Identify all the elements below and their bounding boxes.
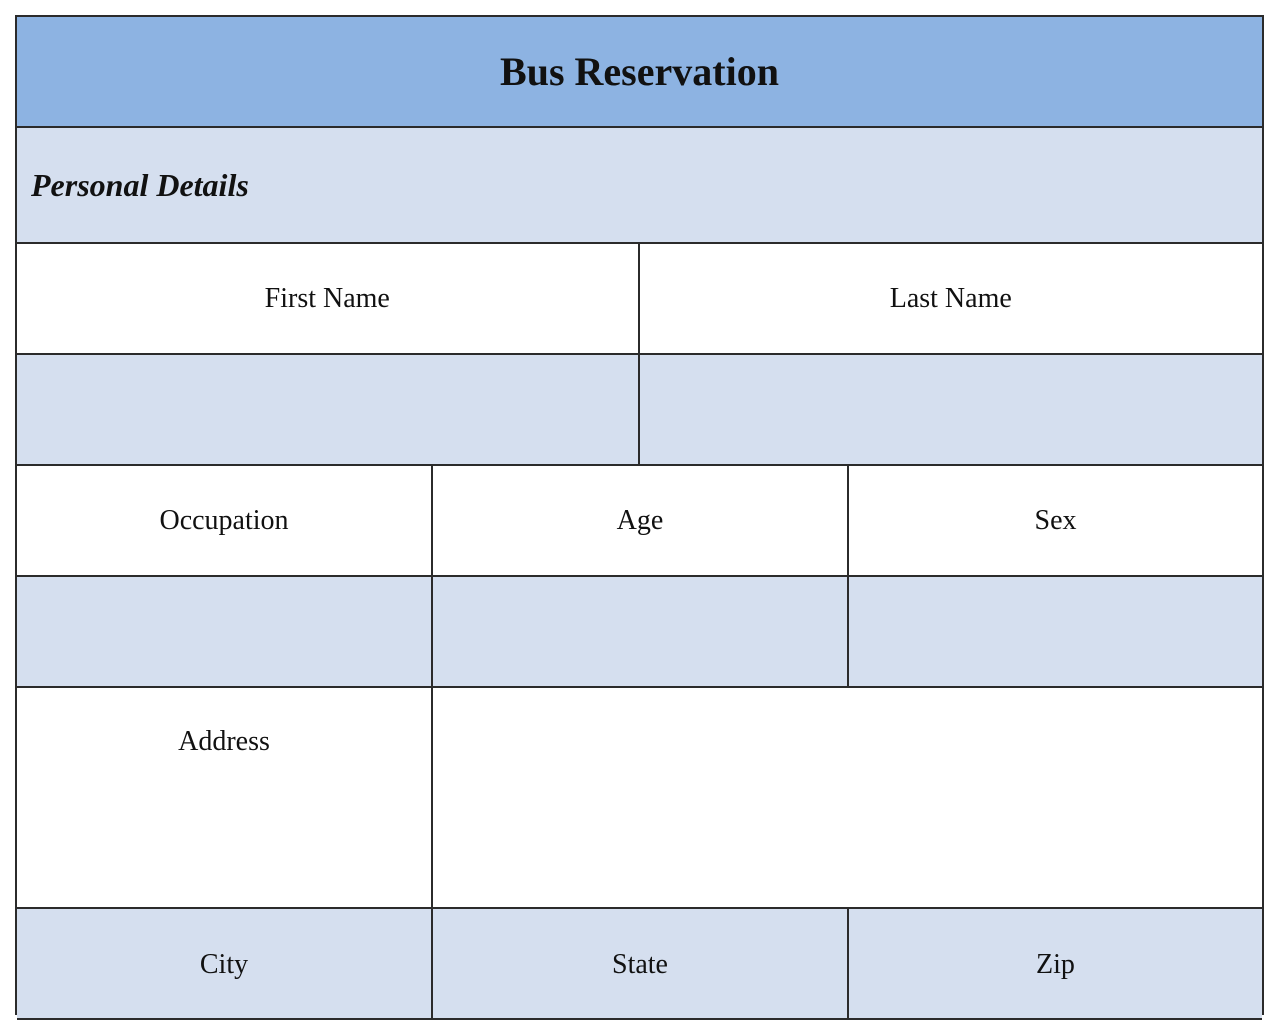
city-state-zip-labels-row (17, 909, 1262, 1020)
bus-reservation-form (15, 15, 1264, 1015)
occupation-field[interactable] (17, 577, 433, 686)
section-title-personal-details: Personal Details (31, 166, 249, 203)
occupation-age-sex-inputs-row (17, 577, 1262, 688)
age-label: Age (433, 466, 849, 575)
name-inputs-row (17, 355, 1262, 466)
sex-field[interactable] (849, 577, 1262, 686)
address-field[interactable] (433, 688, 1262, 907)
occupation-age-sex-labels-row (17, 466, 1262, 577)
form-header (17, 17, 1262, 128)
section-header-personal-details (17, 128, 1262, 244)
address-label: Address (17, 688, 433, 907)
form-title: Bus Reservation (500, 49, 779, 94)
address-row (17, 688, 1262, 909)
first-name-label: First Name (17, 244, 640, 353)
last-name-field[interactable] (640, 355, 1263, 464)
occupation-label: Occupation (17, 466, 433, 575)
first-name-field[interactable] (17, 355, 640, 464)
sex-label: Sex (1034, 504, 1077, 536)
zip-label: Zip (1036, 949, 1075, 980)
city-label: City (17, 909, 433, 1018)
age-field[interactable] (433, 577, 849, 686)
last-name-label: Last Name (889, 282, 1012, 314)
state-label: State (433, 909, 849, 1018)
name-labels-row (17, 244, 1262, 355)
